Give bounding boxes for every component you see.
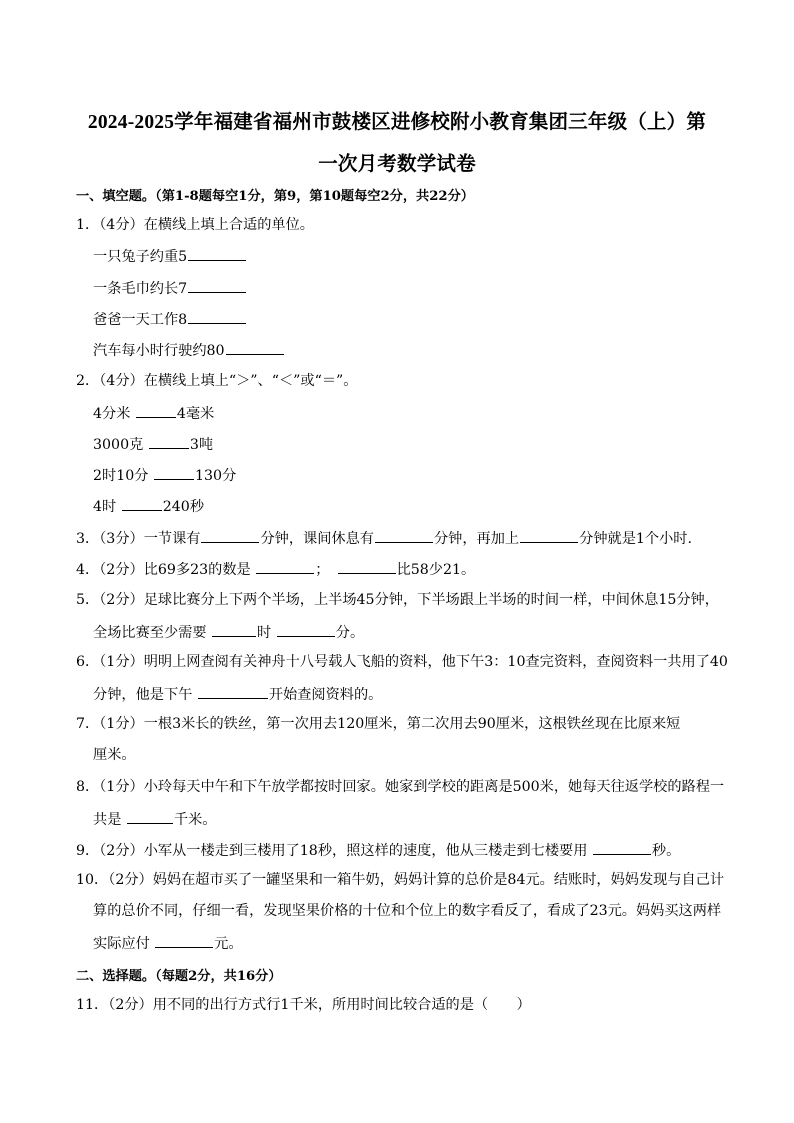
answer-blank[interactable] (212, 624, 256, 637)
question-1-stem: 1．（4分）在横线上填上合适的单位。 (76, 217, 314, 233)
question-2-item-2: 3000克 3吨 (93, 437, 214, 453)
question-2-item-3: 2时10分 130分 (93, 468, 237, 484)
answer-blank[interactable] (188, 280, 246, 293)
question-2-item-4: 4时 240秒 (93, 499, 205, 515)
answer-blank[interactable] (136, 405, 176, 418)
question-3: 3．（3分）一节课有 分钟，课间休息有 分钟，再加上 分钟就是1个小时. (76, 531, 692, 547)
answer-blank[interactable] (122, 498, 162, 511)
exam-title-line2: 一次月考数学试卷 (318, 154, 476, 175)
answer-blank[interactable] (149, 436, 189, 449)
answer-blank[interactable] (154, 467, 194, 480)
answer-blank[interactable] (201, 530, 259, 543)
question-1-item-4: 汽车每小时行驶约80 (93, 342, 285, 358)
question-2-item-1: 4分米 4毫米 (93, 406, 215, 422)
question-1-item-1: 一只兔子约重5 (93, 248, 247, 264)
answer-blank[interactable] (155, 935, 213, 948)
question-7-line-1: 7．（1分）一根3米长的铁丝，第一次用去120厘米，第二次用去90厘米，这根铁丝现在比原来短 (76, 716, 681, 732)
question-10-line-2: 算的总价不同，仔细一看，发现坚果价格的十位和个位上的数字看反了，看成了23元。妈妈买这两样 (93, 903, 722, 919)
section-choice-heading: 二、选择题。（每题2分，共16分） (76, 969, 282, 984)
section-fill-in-heading: 一、填空题。（第1-8题每空1分，第9，第10题每空2分，共22分） (76, 189, 474, 204)
question-2-stem: 2．（4分）在横线上填上“＞”、“＜”或“＝”。 (76, 373, 358, 389)
answer-blank[interactable] (520, 530, 578, 543)
answer-blank[interactable] (188, 311, 246, 324)
question-9: 9．（2分）小军从一楼走到三楼用了18秒，照这样的速度，他从三楼走到七楼要用 秒。 (76, 843, 681, 859)
question-10-line-3: 实际应付 元。 (93, 936, 243, 952)
question-8-line-1: 8．（1分）小玲每天中午和下午放学都按时回家。她家到学校的距离是500米，她每天往返学校的路程一 (76, 779, 725, 795)
question-5-line-2: 全场比赛至少需要 时 分。 (93, 625, 365, 641)
question-6-line-1: 6．（1分）明明上网查阅有关神舟十八号载人飞船的资料，他下午3：10查完资料，查阅资料一共用了40 (76, 654, 728, 670)
answer-blank[interactable] (375, 530, 433, 543)
answer-blank[interactable] (226, 342, 284, 355)
answer-blank[interactable] (277, 624, 335, 637)
question-8-line-2: 共是 千米。 (93, 812, 217, 828)
exam-title-line1: 2024-2025学年福建省福州市鼓楼区进修校附小教育集团三年级（上）第 (87, 112, 707, 133)
question-11-stem: 11．（2分）用不同的出行方式行1千米，所用时间比较合适的是（ ） (76, 997, 531, 1013)
answer-blank[interactable] (127, 811, 173, 824)
question-6-line-2: 分钟，他是下午 开始查阅资料的。 (93, 687, 383, 703)
answer-blank[interactable] (256, 561, 314, 574)
question-10-line-1: 10．（2分）妈妈在超市买了一罐坚果和一箱牛奶，妈妈计算的总价是84元。结账时，妈妈发现与自己计 (76, 872, 725, 888)
answer-blank[interactable] (338, 561, 396, 574)
answer-blank[interactable] (198, 686, 268, 699)
answer-blank[interactable] (593, 842, 651, 855)
question-1-item-3: 爸爸一天工作8 (93, 311, 247, 327)
question-5-line-1: 5．（2分）足球比赛分上下两个半场，上半场45分钟，下半场跟上半场的时间一样，中间休息15分钟， (76, 592, 719, 608)
question-4: 4．（2分）比69多23的数是 ； 比58少21。 (76, 562, 476, 578)
question-7-line-2: 厘米。 (93, 747, 136, 763)
question-1-item-2: 一条毛巾约长7 (93, 280, 247, 296)
answer-blank[interactable] (188, 248, 246, 261)
